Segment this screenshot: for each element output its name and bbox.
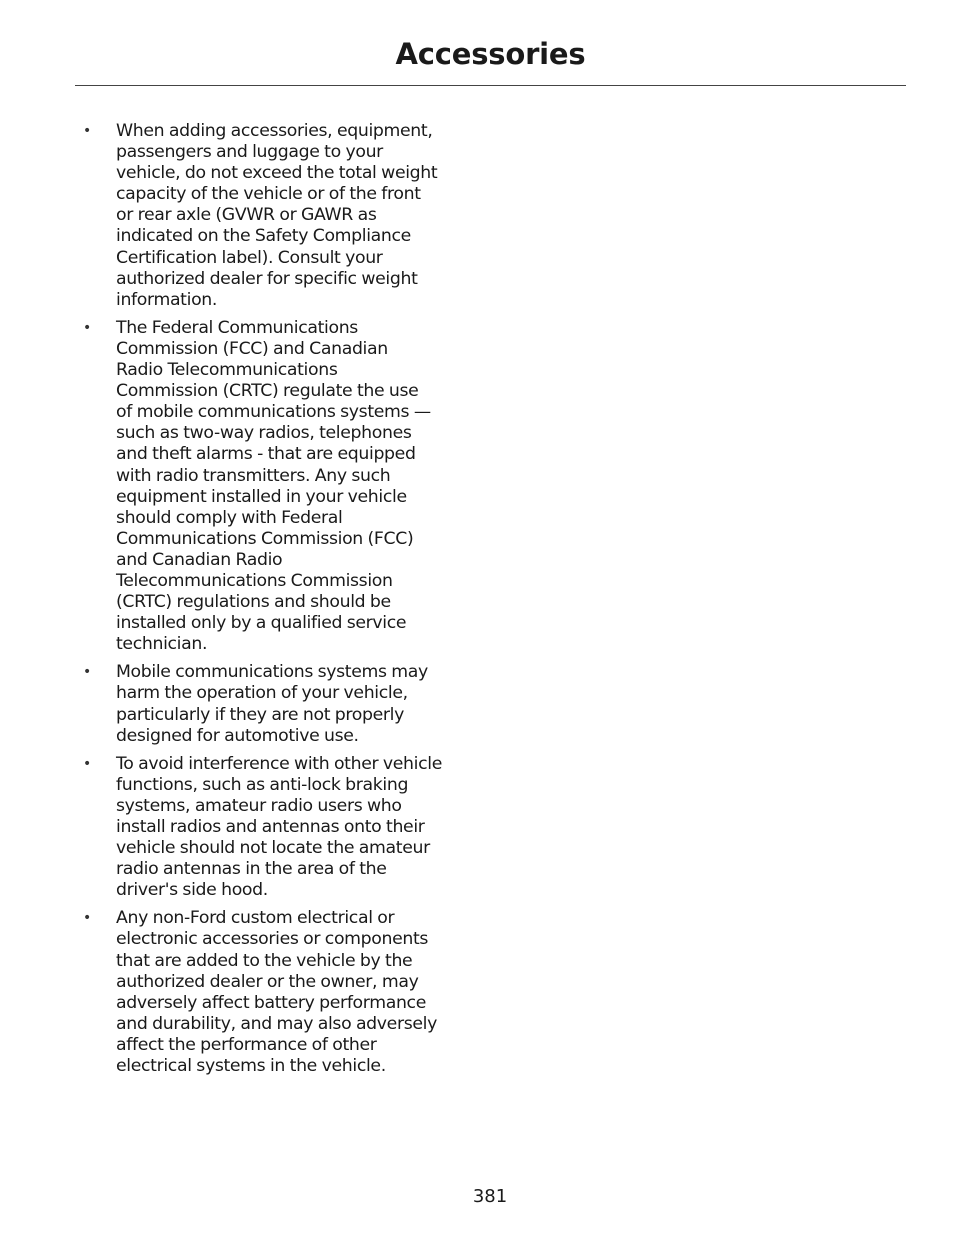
bullet-marker: • (83, 123, 92, 139)
bullet-list (75, 121, 485, 1084)
list-item (75, 908, 485, 1077)
page-number: 381 (472, 1186, 508, 1207)
list-item-text: The Federal Communications Commission (FCC) and Canadian Radio Telecommunications Commission (CRTC) regulate the use of mobile communications systems — such as two-way radios, telephones and theft alarms - that are equipped with radio transmitters. Any such equipment installed in your vehicle should comply with Federal Communications Commission (FCC) and Canadian Radio Telecommunications Commission (CRTC) regulations and should be installed only by a qualified service technician. (116, 317, 431, 655)
page-title: Accessories (395, 37, 586, 71)
list-item-text: To avoid interference with other vehicle functions, such as anti-lock braking systems, amateur radio users who install radios and antennas onto their vehicle should not locate the amateur radio antennas in the area of the driver's side hood. (116, 753, 442, 901)
list-item-text: Any non-Ford custom electrical or electronic accessories or components that are added to the vehicle by the authorized dealer or the owner, may adversely affect battery performance and durability, and may also adversely affect the performance of other electrical systems in the vehicle. (116, 908, 437, 1077)
list-item-text: Mobile communications systems may harm the operation of your vehicle, particularly if they are not properly designed for automotive use. (116, 662, 428, 746)
list-item (75, 318, 485, 656)
bullet-marker: • (83, 755, 92, 772)
list-item (75, 662, 485, 746)
list-item-text: When adding accessories, equipment, passengers and luggage to your vehicle, do not exceed the total weight capacity of the vehicle or of the front or rear axle (GVWR or GAWR as indicated on the Safety Compliance Certification label). Consult your authorized dealer for specific weight information. (116, 121, 438, 310)
list-item (75, 754, 485, 902)
page-header (75, 0, 906, 86)
bullet-marker: • (83, 319, 92, 336)
list-item (75, 121, 485, 311)
bullet-marker: • (83, 910, 92, 927)
bullet-marker: • (83, 664, 92, 681)
